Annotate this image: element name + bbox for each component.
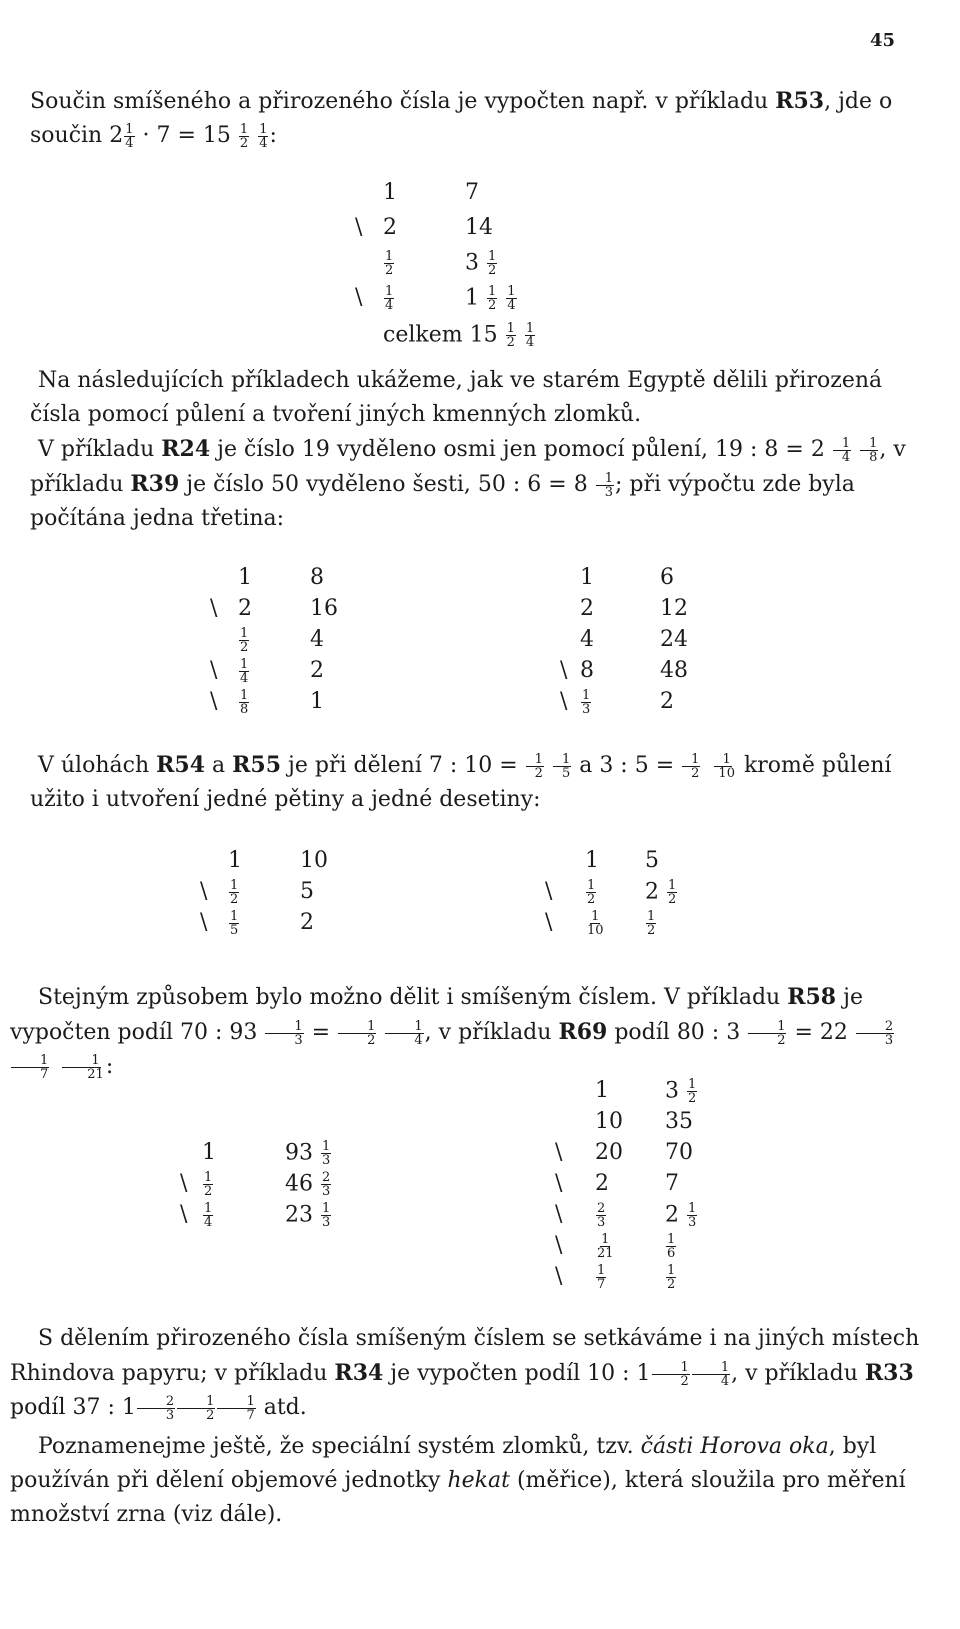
table-cell-multiplier: [585, 879, 597, 906]
table-cell-multiplier: [202, 1202, 214, 1229]
table-cell-product: 6: [660, 565, 674, 590]
table-cell-multiplier: [383, 250, 395, 277]
table-cell-multiplier: 20: [595, 1140, 623, 1165]
table-cell-product: 7: [465, 180, 479, 205]
table-cell-multiplier: 1: [228, 848, 242, 873]
table-cell-product: [665, 1264, 677, 1291]
check-mark: \: [210, 689, 218, 714]
table-cell-product: 35: [665, 1109, 693, 1134]
table-cell-product: 5: [645, 848, 659, 873]
table-cell-multiplier: 1: [238, 565, 252, 590]
fraction: $\frac{1}{2}$: [240, 626, 249, 655]
fraction: $\frac{2}{3}$: [597, 1201, 606, 1230]
table-cell-product: 14: [465, 215, 493, 240]
table-cell-multiplier: 1: [580, 565, 594, 590]
fraction: $\frac{1}{6}$: [667, 1232, 676, 1261]
table-cell-product: 4: [310, 627, 324, 652]
fraction: $\frac{1}{2}$: [239, 121, 249, 151]
check-mark: \: [555, 1140, 563, 1165]
page-number: 45: [870, 30, 896, 51]
fraction: $\frac{1}{4}$: [204, 1201, 213, 1230]
table-cell-product: 16: [310, 596, 338, 621]
fraction: $\frac{2}{3}$: [856, 1020, 894, 1047]
check-mark: \: [560, 689, 568, 714]
fraction: $\frac{1}{21}$: [597, 1232, 614, 1261]
fraction: $\frac{1}{4}$: [125, 121, 134, 151]
table-cell-multiplier: 1: [383, 180, 397, 205]
check-mark: \: [200, 879, 208, 904]
paragraph-2: Na následujících příkladech ukážeme, jak ve starém Egyptě dělili přirozená čísla pomocí půlení a tvoření jiných kmenných zlomků.: [30, 368, 883, 427]
fraction: $\frac{1}{3}$: [688, 1201, 697, 1230]
check-mark: \: [560, 658, 568, 683]
fraction: $\frac{1}{4}$: [525, 321, 535, 350]
fraction: $\frac{1}{2}$: [688, 1077, 697, 1106]
table-cell-product: 5: [300, 879, 314, 904]
fraction: $\frac{1}{4}$: [833, 437, 851, 464]
table-cell-multiplier: 4: [580, 627, 594, 652]
check-mark: \: [210, 596, 218, 621]
table-cell-product: 2 $\frac{1}{2}$: [645, 878, 677, 907]
table-cell-multiplier: [238, 658, 250, 685]
table-cell-multiplier: [228, 910, 240, 937]
fraction: $\frac{1}{4}$: [385, 284, 394, 313]
table-cell-product: 2: [300, 910, 314, 935]
table-cell-multiplier: 2: [383, 215, 397, 240]
table-cell-multiplier: [228, 879, 240, 906]
fraction: $\frac{1}{7}$: [597, 1263, 606, 1292]
table-cell-multiplier: [383, 285, 395, 312]
paragraph-1: Součin smíšeného a přirozeného čísla je vypočten např. v příkladu R53, jde o součin 2 $\frac{1}{4}$ · 7 = 15 $\frac{1}{2}$ $\frac{1}{4}$ :: [30, 88, 893, 151]
fraction: $\frac{1}{3}$: [322, 1139, 331, 1168]
paragraph-6: S dělením přirozeného čísla smíšeným číslem se setkáváme i na jiných místech Rhindova papyru; v příkladu R34 je vypočten podíl 10 : 1 $\frac{1}{2}$ $\frac{1}{4}$ , v příkladu R33 podíl 37 : 1 $\frac{2}{3}$ $\frac{1}{2}$ $\frac{1}{7}$ atd.: [10, 1326, 920, 1423]
fraction: $\frac{1}{4}$: [507, 284, 516, 313]
table-cell-multiplier: [580, 689, 592, 716]
check-mark: \: [555, 1233, 563, 1258]
table-cell-product: 2: [660, 689, 674, 714]
check-mark: \: [355, 215, 363, 240]
table-cell-multiplier: [595, 1233, 616, 1260]
fraction: $\frac{1}{4}$: [240, 657, 249, 686]
table-cell-multiplier: [595, 1202, 607, 1229]
table-cell-product: 2: [310, 658, 324, 683]
fraction: $\frac{1}{2}$: [668, 878, 677, 907]
fraction: $\frac{1}{2}$: [526, 753, 544, 780]
fraction: $\frac{1}{10}$: [587, 909, 604, 938]
fraction: $\frac{1}{2}$: [230, 878, 239, 907]
table-cell-product: 8: [310, 565, 324, 590]
check-mark: \: [555, 1171, 563, 1196]
check-mark: \: [180, 1202, 188, 1227]
table-cell-multiplier: 1: [595, 1078, 609, 1103]
fraction: $\frac{1}{3}$: [596, 472, 614, 499]
table-cell-product: 1 $\frac{1}{2}$ $\frac{1}{4}$: [465, 284, 516, 313]
fraction: $\frac{1}{2}$: [587, 878, 596, 907]
fraction: $\frac{1}{2}$: [488, 249, 497, 278]
fraction: $\frac{1}{3}$: [265, 1020, 303, 1047]
fraction: $\frac{1}{3}$: [582, 688, 591, 717]
check-mark: \: [555, 1202, 563, 1227]
fraction: $\frac{1}{2}$: [682, 753, 700, 780]
fraction: $\frac{1}{2}$: [338, 1020, 376, 1047]
paragraph-3: V příkladu R24 je číslo 19 vyděleno osmi jen pomocí půlení, 19 : 8 = 2 $\frac{1}{4}$ $\frac{1}{8}$ , v příkladu R39 je číslo 50 vyděleno šesti, 50 : 6 = 8 $\frac{1}{3}$ ; při výpočtu zde byla počítána jedna třetina:: [30, 435, 906, 531]
celkem-label: celkem 15 $\frac{1}{2}$ $\frac{1}{4}$: [383, 321, 535, 350]
fraction: $\frac{1}{7}$: [11, 1054, 49, 1081]
table-cell-product: 93 $\frac{1}{3}$: [285, 1139, 331, 1168]
check-mark: \: [555, 1264, 563, 1289]
table-cell-multiplier: 8: [580, 658, 594, 683]
table-cell-product: [665, 1233, 677, 1260]
fraction: $\frac{1}{21}$: [58, 1054, 105, 1081]
table-cell-multiplier: 10: [595, 1109, 623, 1134]
fraction: $\frac{1}{2}$: [647, 909, 656, 938]
table-cell-multiplier: [238, 689, 250, 716]
fraction: $\frac{2}{3}$: [322, 1170, 331, 1199]
fraction: $\frac{1}{2}$: [652, 1361, 690, 1388]
fraction: $\frac{1}{10}$: [709, 753, 736, 780]
table-cell-multiplier: [585, 910, 606, 937]
table-cell-product: 3 $\frac{1}{2}$: [665, 1077, 697, 1106]
table-cell-product: [645, 910, 657, 937]
table-cell-product: 46 $\frac{2}{3}$: [285, 1170, 331, 1199]
fraction: $\frac{1}{8}$: [240, 688, 249, 717]
fraction: $\frac{1}{2}$: [177, 1395, 215, 1422]
check-mark: \: [200, 910, 208, 935]
fraction: $\frac{1}{5}$: [553, 753, 571, 780]
table-cell-multiplier: [238, 627, 250, 654]
fraction: $\frac{1}{2}$: [748, 1020, 786, 1047]
fraction: $\frac{1}{3}$: [322, 1201, 331, 1230]
table-cell-multiplier: 2: [580, 596, 594, 621]
table-cell-product: 24: [660, 627, 688, 652]
fraction: $\frac{1}{5}$: [230, 909, 239, 938]
table-cell-product: 48: [660, 658, 688, 683]
table-cell-multiplier: [202, 1171, 214, 1198]
fraction: $\frac{1}{4}$: [259, 121, 268, 151]
fraction: $\frac{1}{2}$: [667, 1263, 676, 1292]
paragraph-7: Poznamenejme ještě, že speciální systém zlomků, tzv. části Horova oka, byl používán při dělení objemové jednotky hekat (měřice), která sloužila pro měření množství zrna (viz dále).: [10, 1434, 906, 1527]
table-cell-product: 3 $\frac{1}{2}$: [465, 249, 497, 278]
paragraph-5: Stejným způsobem bylo možno dělit i smíšeným číslem. V příkladu R58 je vypočten podíl 70 : 93 $\frac{1}{3}$ = $\frac{1}{2}$ $\frac{1}{4}$ , v příkladu R69 podíl 80 : 3 $\frac{1}{2}$ = 22 $\frac{2}{3}$ $\frac{1}{7}$ $\frac{1}{21}$ :: [10, 984, 894, 1082]
check-mark: \: [545, 910, 553, 935]
table-cell-multiplier: 1: [202, 1140, 216, 1165]
table-cell-product: 70: [665, 1140, 693, 1165]
fraction: $\frac{1}{2}$: [385, 249, 394, 278]
table-cell-multiplier: [595, 1264, 607, 1291]
table-cell-multiplier: 2: [595, 1171, 609, 1196]
table-cell-multiplier: 1: [585, 848, 599, 873]
table-cell-product: 23 $\frac{1}{3}$: [285, 1201, 331, 1230]
paragraph-4: V úlohách R54 a R55 je při dělení 7 : 10 = $\frac{1}{2}$ $\frac{1}{5}$ a 3 : 5 = $\frac{1}{2}$ $\frac{1}{10}$ kromě půlení užito i utvoření jedné pětiny a jedné desetiny:: [30, 751, 892, 812]
check-mark: \: [210, 658, 218, 683]
check-mark: \: [180, 1171, 188, 1196]
fraction: $\frac{1}{2}$: [204, 1170, 213, 1199]
table-cell-product: 10: [300, 848, 328, 873]
table-cell-product: 7: [665, 1171, 679, 1196]
fraction: $\frac{2}{3}$: [137, 1395, 175, 1422]
fraction: $\frac{1}{7}$: [217, 1395, 255, 1422]
fraction: $\frac{1}{2}$: [488, 284, 497, 313]
table-cell-product: 2 $\frac{1}{3}$: [665, 1201, 697, 1230]
check-mark: \: [545, 879, 553, 904]
check-mark: \: [355, 285, 363, 310]
table-cell-product: 1: [310, 689, 324, 714]
fraction: $\frac{1}{2}$: [506, 321, 515, 350]
fraction: $\frac{1}{4}$: [385, 1020, 423, 1047]
table-cell-multiplier: 2: [238, 596, 252, 621]
fraction: $\frac{1}{8}$: [860, 437, 878, 464]
table-cell-product: 12: [660, 596, 688, 621]
fraction: $\frac{1}{4}$: [692, 1361, 730, 1388]
